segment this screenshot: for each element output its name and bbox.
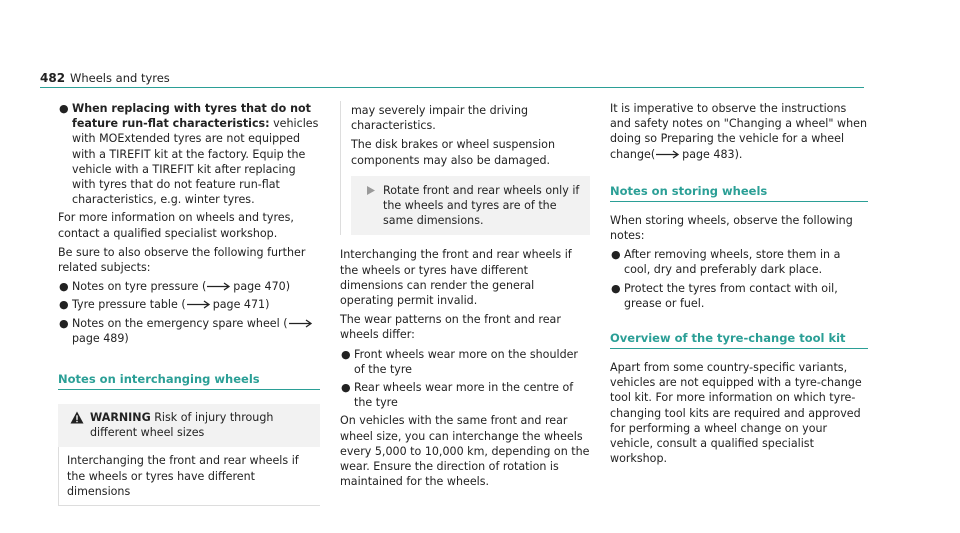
warning-box [58, 404, 320, 447]
section-heading: Notes on interchanging wheels [58, 372, 320, 390]
arrow-right-icon [187, 300, 211, 309]
page-ref: page 483). [682, 147, 743, 161]
list-item [610, 281, 868, 311]
column-left [58, 101, 320, 506]
paragraph: On vehicles with the same front and rear wheel size, you can interchange the wheels every 5,000 to 10,000 km, depending on the wear. Ensure the direction of rotation is maintained for the wheels. [340, 414, 590, 489]
bullet-icon: ● [341, 381, 351, 395]
bullet-icon: ● [59, 316, 69, 330]
list-item [58, 101, 320, 207]
page-ref: page 471) [212, 298, 270, 312]
list-item [58, 279, 320, 294]
warning-title [66, 410, 312, 440]
bullet-text: Rear wheels wear more in the centre of the tyre [354, 381, 574, 410]
bullet-icon: ● [59, 102, 69, 115]
page-header [40, 70, 864, 86]
paragraph: Interchanging the front and rear wheels if the wheels or tyres have different dimensions can render the general operating permit invalid. [340, 248, 572, 308]
page-ref-link[interactable] [186, 298, 270, 311]
arrow-right-icon [289, 319, 313, 328]
page-number: 482 [40, 71, 66, 85]
header-rule [40, 87, 864, 88]
bullet-text: Front wheels wear more on the shoulder of the tyre [354, 347, 578, 376]
instruction-box [351, 176, 590, 236]
bullet-icon: ● [611, 281, 621, 295]
instruction-text: Rotate front and rear wheels only if the wheels and tyres are of the same dimensions. [383, 183, 580, 228]
section-heading: Overview of the tyre-change tool kit [610, 331, 868, 349]
warning-content: Interchanging the front and rear wheels if the wheels or tyres have different dimensions [58, 447, 320, 506]
paragraph: Be sure to also observe the following further related subjects: [58, 245, 306, 275]
paragraph: may severely impair the driving characteristics. [351, 104, 529, 133]
list-item [58, 316, 320, 346]
paragraph [610, 101, 868, 162]
bullet-lead: When replacing with tyres that do not feature run-flat characteristics: [72, 102, 311, 131]
paragraph: When storing wheels, observe the following notes: [610, 213, 853, 243]
column-middle [340, 101, 590, 493]
warning-triangle-icon [70, 411, 84, 424]
column-right [610, 101, 868, 470]
list-item [58, 297, 320, 312]
arrow-right-icon [207, 282, 231, 291]
paragraph: For more information on wheels and tyres, contact a qualified specialist workshop. [58, 211, 294, 240]
page-ref: page 470) [233, 280, 291, 294]
link-text: Notes on tyre pressure ( [72, 280, 207, 294]
arrow-right-icon [656, 150, 680, 159]
paragraph: Apart from some country-specific variants, vehicles are not equipped with a tyre-change tool kit. For more information on which tyre-changing tool kits are required and approved for performing a wheel change on your vehicle, consult a qualified specialist workshop. [610, 361, 862, 466]
bullet-text: Protect the tyres from contact with oil, grease or fuel. [624, 281, 838, 310]
bullet-text: After removing wheels, store them in a cool, dry and preferably dark place. [624, 248, 841, 277]
bullet-icon: ● [59, 298, 69, 312]
bullet-icon: ● [341, 347, 351, 361]
link-text: Tyre pressure table ( [72, 298, 186, 312]
paragraph: The disk brakes or wheel suspension components may also be damaged. [351, 138, 555, 167]
warning-label: WARNING [90, 411, 151, 425]
play-triangle-icon [367, 186, 375, 195]
list-item [340, 347, 590, 377]
bullet-icon: ● [59, 280, 69, 294]
bullet-text: vehicles with MOExtended tyres are not equipped with a TIREFIT kit at the factory. Equip the vehicle with a TIREFIT kit after replacing with tyres that do not feature run-flat characteristics, e.g. winter tyres. [72, 117, 319, 207]
warning-block [58, 404, 320, 506]
section-heading: Notes on storing wheels [610, 184, 868, 202]
paragraph: The wear patterns on the front and rear wheels differ: [340, 313, 561, 342]
list-item [340, 380, 590, 410]
warning-text: Risk of injury through different wheel sizes [90, 411, 274, 440]
section-title: Wheels and tyres [70, 71, 170, 85]
page-ref-link[interactable] [206, 280, 290, 293]
list-item [610, 247, 868, 277]
page-ref: page 489) [72, 331, 129, 345]
page-ref-link[interactable] [655, 148, 742, 161]
link-text: Notes on the emergency spare wheel ( [72, 316, 288, 330]
warning-continuation [340, 101, 590, 235]
bullet-icon: ● [611, 248, 621, 262]
paragraph-text: It is imperative to observe the instructions and safety notes on "Changing a wheel" when doing so Preparing the vehicle for a wheel change( [610, 102, 867, 161]
